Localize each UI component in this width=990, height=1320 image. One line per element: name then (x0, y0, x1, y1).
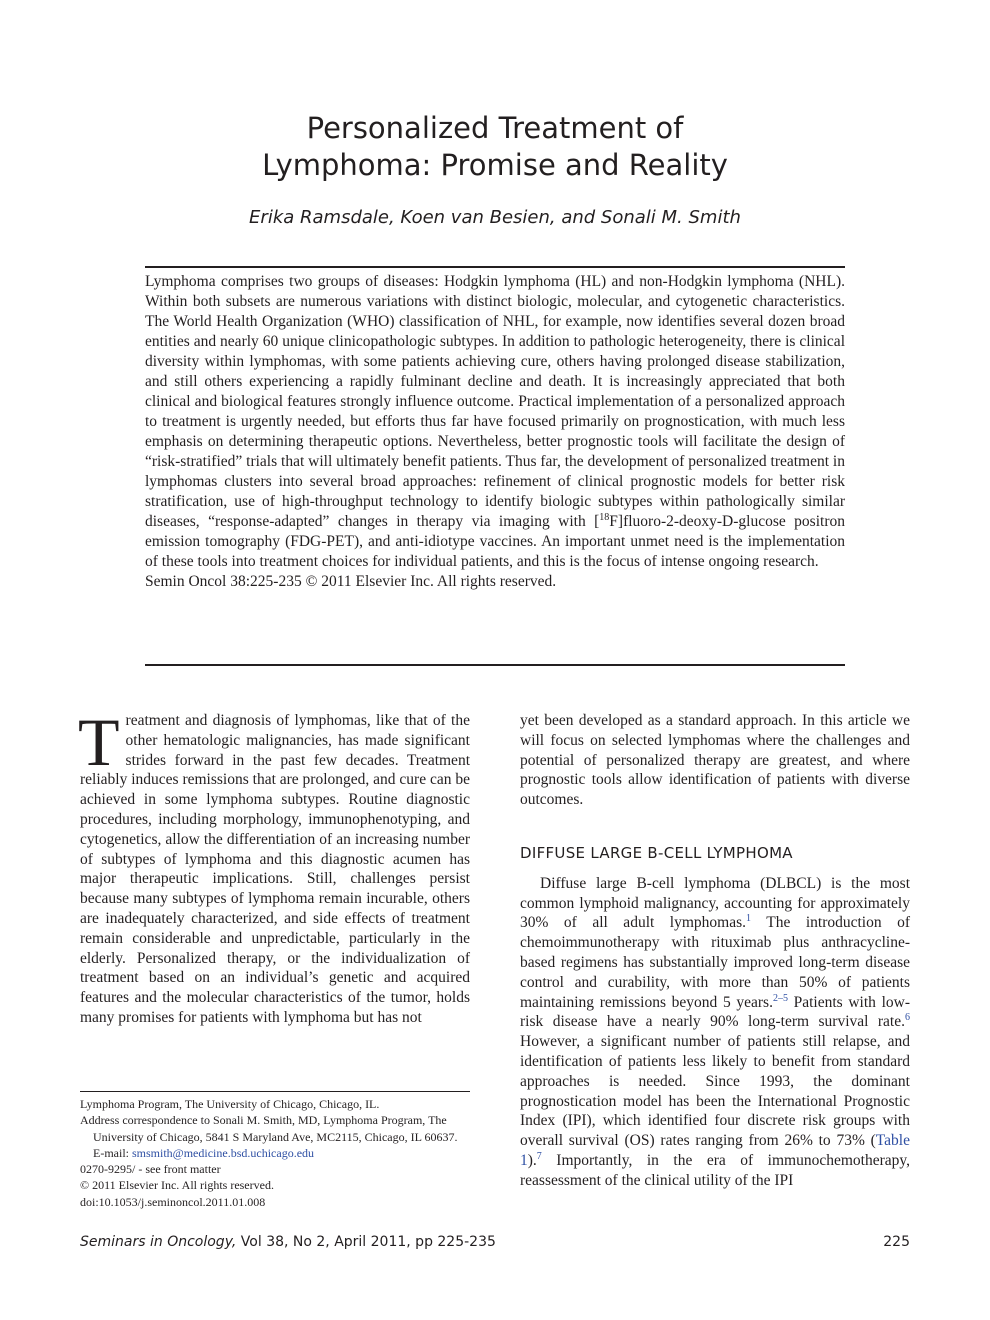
reference-link[interactable]: 7 (536, 1150, 542, 1162)
abstract-citation: Semin Oncol 38:225-235 © 2011 Elsevier Inc. All rights reserved. (145, 573, 557, 590)
abstract-bottom-rule (145, 664, 845, 666)
title-line-2: Lymphoma: Promise and Reality (262, 148, 728, 182)
title-line-1: Personalized Treatment of (306, 111, 684, 145)
article-title (0, 110, 990, 184)
affiliation-note: Lymphoma Program, The University of Chicago, Chicago, IL. (80, 1097, 380, 1111)
abstract-text: Lymphoma comprises two groups of diseases: Hodgkin lymphoma (HL) and non-Hodgkin lymphoma (NHL). Within both subsets are numerous variations with distinct biologic, molecular, and cytogenetic characteristics. The World Health Organization (WHO) classification of NHL, for example, now identifies several dozen broad entities and nearly 60 unique clinicopathologic subtypes. In addition to pathologic heterogeneity, there is clinical diversity within lymphomas, with some patients achieving cure, others having prolonged disease stabilization, and still others experiencing a rapidly fulminant decline and death. It is increasingly appreciated that both clinical and biological features strongly influence outcome. Practical implementation of a personalized approach to treatment is urgently needed, but efforts thus far have focused primarily on prognostication, with much less emphasis on determining therapeutic options. Nevertheless, better prognostic tools will facilitate the design of “risk-stratified” trials that will ultimately benefit patients. Thus far, the development of personalized treatment in lymphomas clusters into several broad approaches: refinement of clinical prognostic models for better risk stratification, use of high-throughput technology to identify biologic subtypes within pathologically similar diseases, “response-adapted” changes in therapy via imaging with [$^{18}$F]fluoro-2-deoxy-D-glucose positron emission tomography (FDG-PET), and anti-idiotype vaccines. An important unmet need is the implementation of these tools into treatment choices for individual patients, and this is the focus of intense ongoing research. (145, 273, 845, 570)
table-link[interactable]: Table 1 (520, 1132, 910, 1169)
issue-info: Vol 38, No 2, April 2011, pp 225-235 (236, 1234, 496, 1250)
right-column (520, 711, 910, 1191)
author-list: Erika Ramsdale, Koen van Besien, and Sonali M. Smith (249, 207, 741, 228)
left-column (78, 704, 470, 1028)
drop-cap: T (78, 704, 120, 780)
doi-note: doi:10.1053/j.seminoncol.2011.01.008 (80, 1194, 266, 1209)
footnote-rule (80, 1091, 470, 1092)
email-link[interactable]: smsmith@medicine.bsd.uchicago.edu (132, 1145, 315, 1160)
page-number: 225 (883, 1234, 910, 1250)
journal-footer (80, 1234, 496, 1250)
isotope-superscript: 18 (599, 512, 610, 523)
journal-name: Seminars in Oncology, (80, 1234, 237, 1250)
section-heading: DIFFUSE LARGE B-CELL LYMPHOMA (520, 843, 793, 862)
reference-link[interactable]: 6 (905, 1012, 910, 1024)
dlbcl-paragraph: Diffuse large B-cell lymphoma (DLBCL) is the most common lymphoid malignancy, accounting for approximately 30% of all adult lymphomas.$^1$ The introduction of chemoimmunotherapy with rituximab plus anthracycline-based regimens has substantially improved long-term disease control and curability, with more than 50% of patients maintaining remissions beyond 5 years.$^{2-5}$ Patients with low-risk disease have a nearly 90% long-term survival rate.$^6$ However, a significant number of patients still relapse, and identification of patients less likely to benefit from standard approaches is needed. Since 1993, the dominant prognostication model has been the International Prognostic Index (IPI), which identified four discrete risk groups with overall survival (OS) rates ranging from 26% to 73% (Table 1).$^7$ Importantly, in the era of immunochemotherapy, reassessment of the clinical utility of the IPI (520, 874, 911, 1189)
correspondence-note: Address correspondence to Sonali M. Smith, MD, Lymphoma Program, The University of Chicago, 5841 S Maryland Ave, MC2115, Chicago, IL 60637. E-mail: smsmith@medicine.bsd.uchicago.edu (80, 1113, 458, 1160)
intro-paragraph: Treatment and diagnosis of lymphomas, like that of the other hematologic malignancies, has made significant strides forward in the past few decades. Treatment reliably induces remissions that are prolonged, and cure can be achieved in some lymphoma subtypes. Routine diagnostic procedures, including morphology, immunophenotyping, and cytogenetics, allow the differentiation of an increasing number of subtypes of lymphoma and this diagnostic acumen has major therapeutic implications. Still, challenges persist because many subtypes of lymphoma remain incurable, others are inadequately characterized, and side effects of treatment remain considerable and unpredictable, particularly in the elderly. Personalized therapy, or the individualization of treatment based on an individual’s genetic and acquired features and the molecular characteristics of the tumor, holds many promises for patients with lymphoma but has not (78, 704, 470, 1026)
reference-link[interactable]: 1 (746, 913, 752, 925)
issn-note: 0270-9295/ - see front matter (80, 1162, 221, 1177)
continued-paragraph: yet been developed as a standard approach. In this article we will focus on selected lymphomas where the challenges and potential of personalized therapy are greatest, and where prognostic tools allow identification of patients with diverse outcomes. (520, 712, 910, 809)
footnotes (80, 1096, 470, 1210)
reference-link[interactable]: 2–5 (772, 992, 788, 1004)
abstract-top-rule (145, 266, 845, 268)
copyright-note: © 2011 Elsevier Inc. All rights reserved. (80, 1178, 274, 1193)
abstract (145, 272, 845, 592)
